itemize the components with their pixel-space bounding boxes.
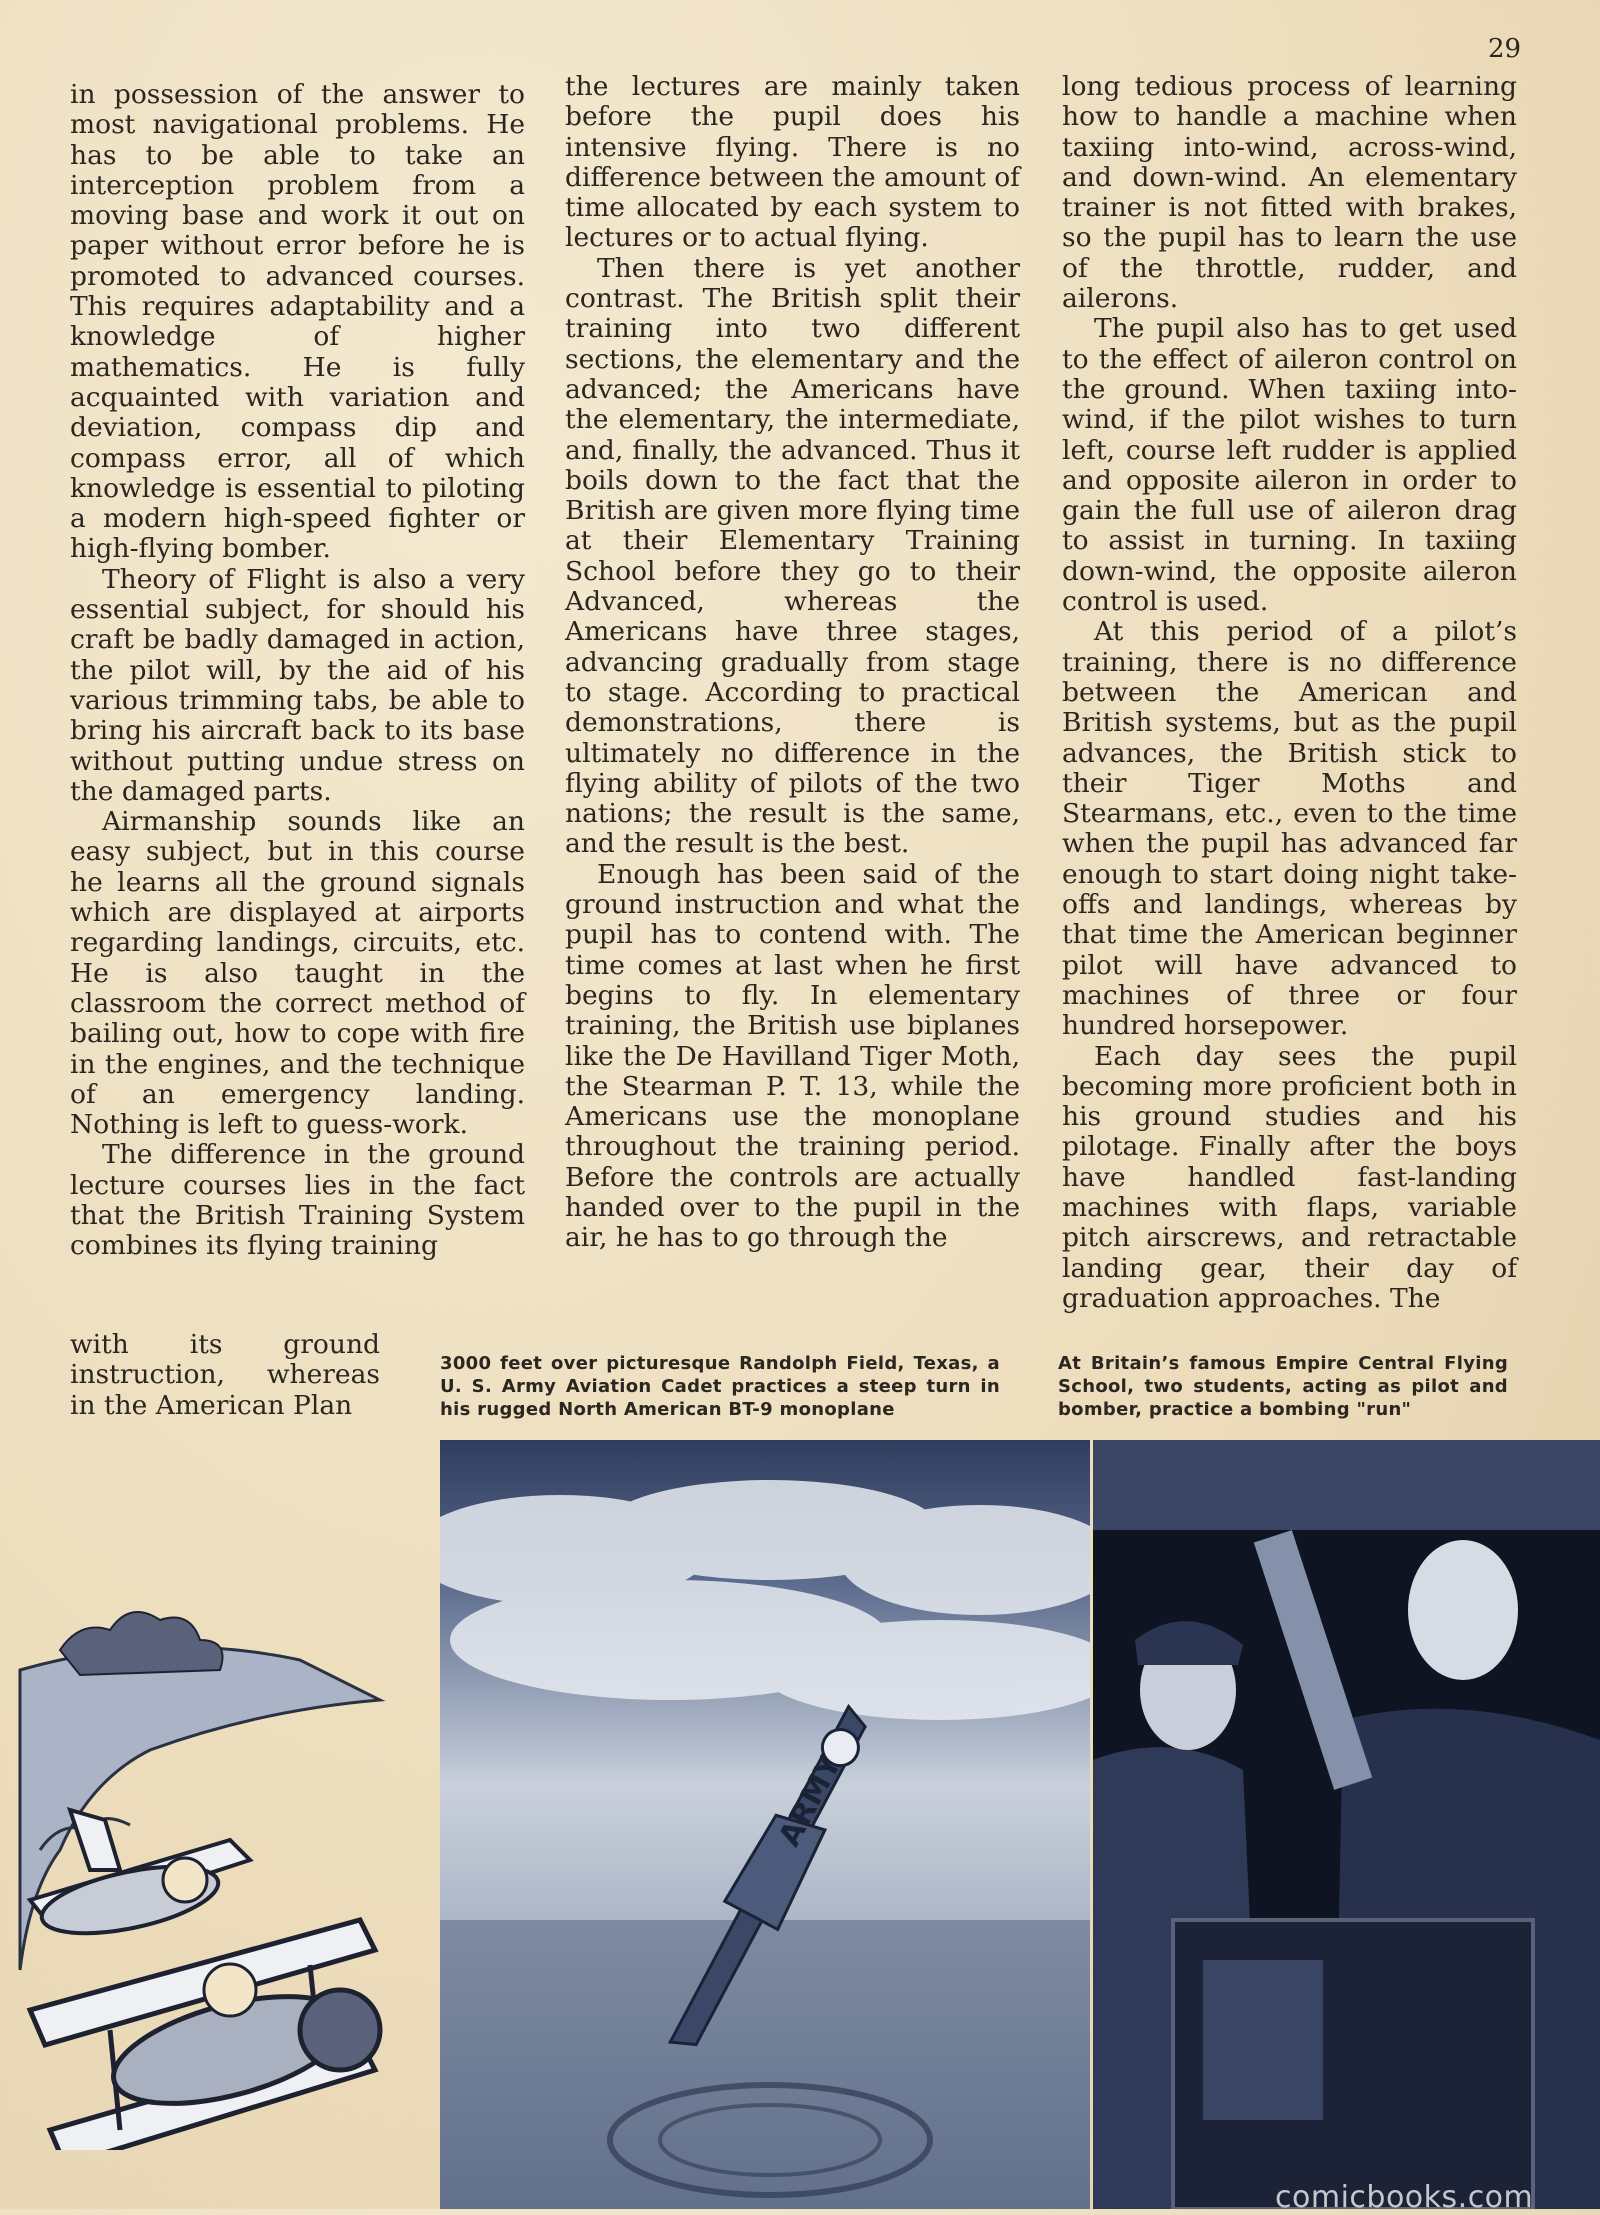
army-plane-photo [440,1440,1090,2209]
paragraph: At this period of a pilot’s training, there is no difference between the American and British systems, but as the pupil advances, the British stick to their Tiger Moths and Stearmans, etc., even to the time when the pupil has advanced far enough to start doing night take-offs and landings, whereas by that time the American beginner pilot will have advanced to machines of three or four hundred horsepower. [1062,616,1517,1042]
photo-caption-plane: 3000 feet over picturesque Randolph Field, Texas, a U. S. Army Aviation Cadet practices a steep turn in his rugged North American BT-9 monoplane [440,1353,1000,1420]
watermark: comicbooks.com [1275,2180,1534,2215]
paragraph: Theory of Flight is also a very essential subject, for should his craft be badly damaged in action, the pilot will, by the aid of his various trimming tabs, be able to bring his aircraft back to its base without putting undue stress on the damaged parts. [70,563,525,807]
paragraph: Enough has been said of the ground instruction and what the pupil has to contend with. The time comes at last when he first begins to fly. In elementary training, the British use biplanes like the De Havilland Tiger Moth, the Stearman P. T. 13, while the Americans use the monoplane throughout the training period. Before the controls are actually handed over to the pupil in the air, he has to go through the [565,858,1020,1254]
plane-marking-army: ARMY [772,1749,849,1853]
paragraph: The pupil also has to get used to the effect of aileron control on the ground. When taxiing into-wind, if the pilot wishes to turn left, course left rudder is applied and opposite aileron in order to gain the full use of aileron drag to assist in turning. In taxiing down-wind, the opposite aileron control is used. [1062,313,1517,618]
text-column-2 [565,72,1020,1254]
paragraph: in possession of the answer to most navigational problems. He has to be able to take an interception problem from a moving base and work it out on paper without error before he is promoted to advanced courses. This requires adaptability and a knowledge of higher mathematics. He is fully acquainted with variation and deviation, compass dip and compass error, all of which knowledge is essential to piloting a modern high-speed fighter or high-flying bomber. [70,79,525,565]
biplane-cartoon-illustration [0,1590,420,2150]
text-column-1 [70,80,525,1262]
paragraph: long tedious process of learning how to handle a machine when taxiing into-wind, across-wind, and down-wind. An elementary trainer is not fitted with brakes, so the pupil has to learn the use of the throttle, rudder, and ailerons. [1062,71,1517,315]
paragraph: Each day sees the pupil becoming more proficient both in his ground studies and his pilotage. Finally after the boys have handled fast-landing machines with flaps, variable pitch airscrews, and retractable landing gear, their day of graduation approaches. The [1062,1040,1517,1314]
photo-caption-students: At Britain’s famous Empire Central Flying School, two students, acting as pilot and bomber, practice a bombing "run" [1058,1353,1508,1420]
flying-school-students-photo [1093,1440,1600,2209]
paragraph: The difference in the ground lecture courses lies in the fact that the British Training System combines its flying training [70,1139,525,1262]
text-column-1-continued: with its ground instruction, whereas in the American Plan [70,1329,380,1421]
paragraph: Then there is yet another contrast. The British split their training into two different sections, the elementary and the advanced; the Americans have the elementary, the intermediate, and, finally, the advanced. Thus it boils down to the fact that the British are given more flying time at their Elementary Training School before they go to their Advanced, whereas the Americans have three stages, advancing gradually from stage to stage. According to practical demonstrations, there is ultimately no difference in the flying ability of pilots of the two nations; the result is the same, and the result is the best. [565,252,1020,860]
text-column-3 [1062,72,1517,1314]
paragraph: the lectures are mainly taken before the pupil does his intensive flying. There is no difference between the amount of time allocated by each system to lectures or to actual flying. [565,71,1020,254]
page-number: 29 [1488,34,1522,64]
paragraph: Airmanship sounds like an easy subject, but in this course he learns all the ground signals which are displayed at airports regarding landings, circuits, etc. He is also taught in the classroom the correct method of bailing out, how to cope with fire in the engines, and the technique of an emergency landing. Nothing is left to guess-work. [70,806,525,1141]
